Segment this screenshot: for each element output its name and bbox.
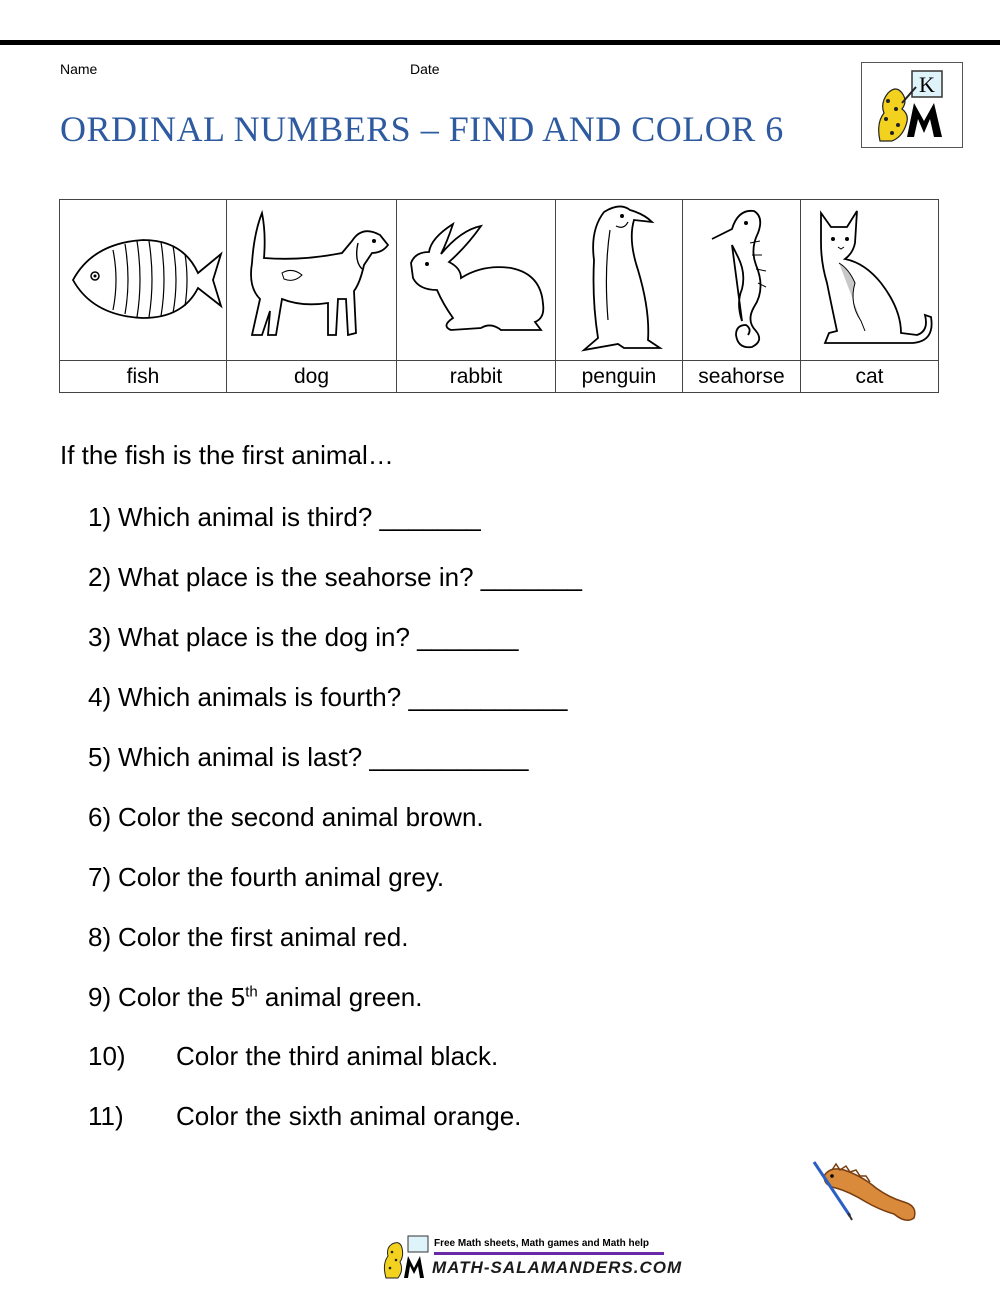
animal-label: penguin	[556, 361, 683, 393]
question-10: 10) Color the third animal black.	[88, 1041, 499, 1071]
name-label: Name	[60, 61, 98, 77]
top-rule	[0, 40, 1000, 45]
penguin-icon	[564, 200, 674, 355]
footer-tagline: Free Math sheets, Math games and Math help	[434, 1238, 650, 1249]
logo-letter: K	[919, 72, 935, 97]
question-4: 4) Which animals is fourth? ___________	[88, 682, 568, 712]
page-title: ORDINAL NUMBERS – FIND AND COLOR 6	[60, 109, 784, 149]
animal-table	[59, 199, 939, 393]
intro-text: If the fish is the first animal…	[60, 440, 394, 470]
question-5: 5) Which animal is last? ___________	[88, 742, 529, 772]
question-6: 6) Color the second animal brown.	[88, 802, 484, 832]
animal-label: cat	[801, 361, 939, 393]
question-1: 1) Which animal is third? _______	[88, 502, 481, 532]
footer-rule	[434, 1252, 664, 1255]
fish-cell	[60, 200, 227, 361]
date-label: Date	[410, 61, 440, 77]
question-3: 3) What place is the dog in? _______	[88, 622, 519, 652]
seahorse-cell	[683, 200, 801, 361]
animal-label: seahorse	[683, 361, 801, 393]
animal-label: fish	[60, 361, 227, 393]
footer-logo-icon	[380, 1234, 432, 1280]
animal-label: rabbit	[397, 361, 556, 393]
cat-cell	[801, 200, 939, 361]
fish-icon	[63, 218, 223, 338]
math-salamanders-logo	[861, 62, 963, 148]
penguin-cell	[556, 200, 683, 361]
question-2: 2) What place is the seahorse in? _______	[88, 562, 582, 592]
footer-site-link[interactable]: MATH-SALAMANDERS.COM	[432, 1258, 683, 1277]
salamander-illustration	[810, 1158, 922, 1228]
question-7: 7) Color the fourth animal grey.	[88, 862, 445, 892]
dog-cell	[227, 200, 397, 361]
animal-label: dog	[227, 361, 397, 393]
cat-icon	[805, 203, 935, 353]
question-8: 8) Color the first animal red.	[88, 922, 409, 952]
seahorse-icon	[702, 203, 782, 353]
rabbit-cell	[397, 200, 556, 361]
question-11: 11) Color the sixth animal orange.	[88, 1101, 522, 1131]
question-9: 9) Color the 5th animal green.	[88, 982, 423, 1012]
rabbit-icon	[401, 218, 551, 338]
dog-icon	[232, 203, 392, 353]
